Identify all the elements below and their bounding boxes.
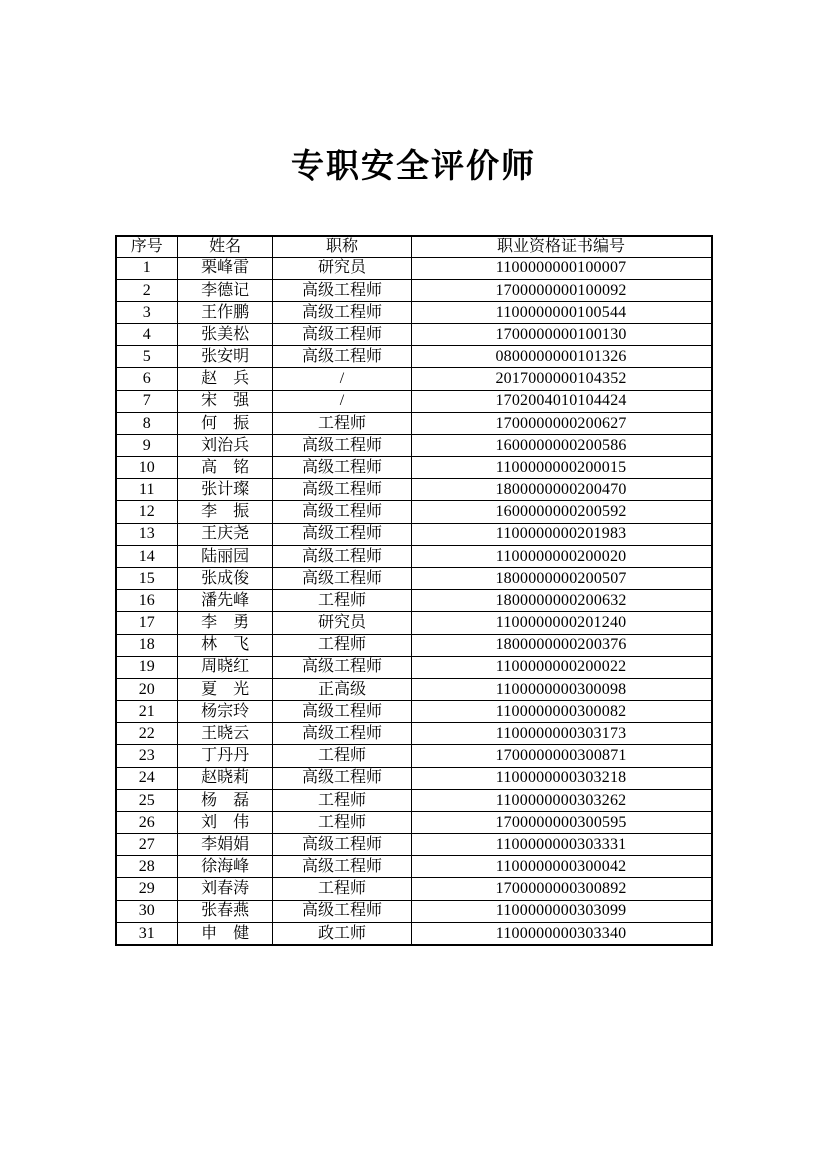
cell-no: 30 bbox=[116, 900, 178, 922]
cell-cert-no: 1100000000303218 bbox=[411, 767, 711, 789]
cell-cert-no: 1702004010104424 bbox=[411, 390, 711, 412]
header-name: 姓名 bbox=[177, 236, 272, 257]
cell-cert-no: 1700000000100092 bbox=[411, 279, 711, 301]
table-row bbox=[116, 479, 712, 501]
cell-job-title: 研究员 bbox=[273, 257, 411, 279]
cell-name: 申 健 bbox=[177, 922, 272, 945]
cell-no: 1 bbox=[116, 257, 178, 279]
cell-name: 何 振 bbox=[177, 412, 272, 434]
cell-name: 王晓云 bbox=[177, 723, 272, 745]
cell-cert-no: 1700000000300871 bbox=[411, 745, 711, 767]
header-job-title: 职称 bbox=[273, 236, 411, 257]
cell-cert-no: 1100000000200015 bbox=[411, 457, 711, 479]
cell-name: 李娟娟 bbox=[177, 834, 272, 856]
cell-name: 高 铭 bbox=[177, 457, 272, 479]
table-row bbox=[116, 368, 712, 390]
cell-job-title: 工程师 bbox=[273, 745, 411, 767]
cell-name: 张安明 bbox=[177, 346, 272, 368]
table-row bbox=[116, 767, 712, 789]
table-row bbox=[116, 900, 712, 922]
table-row bbox=[116, 745, 712, 767]
cell-name: 潘先峰 bbox=[177, 590, 272, 612]
cell-cert-no: 1100000000300082 bbox=[411, 701, 711, 723]
cell-name: 李 振 bbox=[177, 501, 272, 523]
table-body bbox=[116, 257, 712, 945]
table-row bbox=[116, 568, 712, 590]
cell-no: 27 bbox=[116, 834, 178, 856]
cell-no: 2 bbox=[116, 279, 178, 301]
cell-cert-no: 1100000000303340 bbox=[411, 922, 711, 945]
cell-no: 13 bbox=[116, 523, 178, 545]
cell-no: 12 bbox=[116, 501, 178, 523]
table-row bbox=[116, 656, 712, 678]
cell-cert-no: 1100000000201983 bbox=[411, 523, 711, 545]
cell-job-title: 高级工程师 bbox=[273, 457, 411, 479]
cell-name: 王庆尧 bbox=[177, 523, 272, 545]
cell-cert-no: 1100000000200022 bbox=[411, 656, 711, 678]
cell-name: 李德记 bbox=[177, 279, 272, 301]
cell-no: 28 bbox=[116, 856, 178, 878]
cell-no: 17 bbox=[116, 612, 178, 634]
cell-cert-no: 1600000000200586 bbox=[411, 434, 711, 456]
cell-no: 19 bbox=[116, 656, 178, 678]
cell-job-title: 工程师 bbox=[273, 811, 411, 833]
cell-cert-no: 1100000000300042 bbox=[411, 856, 711, 878]
cell-cert-no: 0800000000101326 bbox=[411, 346, 711, 368]
cell-name: 宋 强 bbox=[177, 390, 272, 412]
table-row bbox=[116, 434, 712, 456]
cell-job-title: / bbox=[273, 390, 411, 412]
cell-name: 刘春涛 bbox=[177, 878, 272, 900]
table-row bbox=[116, 390, 712, 412]
cell-job-title: 高级工程师 bbox=[273, 346, 411, 368]
cell-no: 15 bbox=[116, 568, 178, 590]
cell-cert-no: 1100000000201240 bbox=[411, 612, 711, 634]
cell-no: 16 bbox=[116, 590, 178, 612]
cell-job-title: 高级工程师 bbox=[273, 656, 411, 678]
cell-cert-no: 1800000000200632 bbox=[411, 590, 711, 612]
cell-cert-no: 2017000000104352 bbox=[411, 368, 711, 390]
cell-job-title: 高级工程师 bbox=[273, 568, 411, 590]
cell-cert-no: 1700000000300892 bbox=[411, 878, 711, 900]
cell-job-title: 高级工程师 bbox=[273, 501, 411, 523]
cell-name: 丁丹丹 bbox=[177, 745, 272, 767]
cell-name: 王作鹏 bbox=[177, 301, 272, 323]
cell-job-title: 高级工程师 bbox=[273, 434, 411, 456]
cell-name: 陆丽园 bbox=[177, 545, 272, 567]
cell-name: 夏 光 bbox=[177, 678, 272, 700]
table-row bbox=[116, 457, 712, 479]
cell-name: 杨宗玲 bbox=[177, 701, 272, 723]
cell-job-title: 高级工程师 bbox=[273, 856, 411, 878]
cell-no: 6 bbox=[116, 368, 178, 390]
table-row bbox=[116, 523, 712, 545]
cell-cert-no: 1700000000100130 bbox=[411, 324, 711, 346]
cell-cert-no: 1700000000200627 bbox=[411, 412, 711, 434]
cell-cert-no: 1600000000200592 bbox=[411, 501, 711, 523]
cell-no: 7 bbox=[116, 390, 178, 412]
cell-name: 赵晓莉 bbox=[177, 767, 272, 789]
cell-job-title: 高级工程师 bbox=[273, 479, 411, 501]
header-cert-no: 职业资格证书编号 bbox=[411, 236, 711, 257]
cell-no: 23 bbox=[116, 745, 178, 767]
cell-name: 刘治兵 bbox=[177, 434, 272, 456]
cell-cert-no: 1100000000303173 bbox=[411, 723, 711, 745]
cell-no: 18 bbox=[116, 634, 178, 656]
cell-no: 8 bbox=[116, 412, 178, 434]
cell-name: 张计璨 bbox=[177, 479, 272, 501]
cell-no: 25 bbox=[116, 789, 178, 811]
table-row bbox=[116, 789, 712, 811]
cell-no: 26 bbox=[116, 811, 178, 833]
cell-cert-no: 1100000000303331 bbox=[411, 834, 711, 856]
cell-cert-no: 1100000000100007 bbox=[411, 257, 711, 279]
table-row bbox=[116, 324, 712, 346]
table-row bbox=[116, 701, 712, 723]
cell-job-title: 工程师 bbox=[273, 590, 411, 612]
cell-cert-no: 1100000000200020 bbox=[411, 545, 711, 567]
cell-no: 21 bbox=[116, 701, 178, 723]
cell-name: 张春燕 bbox=[177, 900, 272, 922]
cell-name: 杨 磊 bbox=[177, 789, 272, 811]
table-header-row bbox=[116, 236, 712, 257]
cell-job-title: 工程师 bbox=[273, 878, 411, 900]
cell-cert-no: 1100000000100544 bbox=[411, 301, 711, 323]
cell-cert-no: 1100000000300098 bbox=[411, 678, 711, 700]
cell-no: 10 bbox=[116, 457, 178, 479]
page-title: 专职安全评价师 bbox=[291, 149, 536, 185]
cell-job-title: 工程师 bbox=[273, 789, 411, 811]
cell-cert-no: 1100000000303099 bbox=[411, 900, 711, 922]
cell-cert-no: 1700000000300595 bbox=[411, 811, 711, 833]
cell-no: 11 bbox=[116, 479, 178, 501]
cell-job-title: 政工师 bbox=[273, 922, 411, 945]
cell-name: 林 飞 bbox=[177, 634, 272, 656]
cell-name: 徐海峰 bbox=[177, 856, 272, 878]
cell-no: 31 bbox=[116, 922, 178, 945]
cell-no: 20 bbox=[116, 678, 178, 700]
cell-no: 24 bbox=[116, 767, 178, 789]
header-no: 序号 bbox=[116, 236, 178, 257]
roster-table bbox=[115, 235, 713, 946]
table-row bbox=[116, 811, 712, 833]
table-row bbox=[116, 723, 712, 745]
table-row bbox=[116, 878, 712, 900]
cell-job-title: 正高级 bbox=[273, 678, 411, 700]
cell-job-title: 高级工程师 bbox=[273, 523, 411, 545]
cell-job-title: 高级工程师 bbox=[273, 701, 411, 723]
cell-no: 9 bbox=[116, 434, 178, 456]
cell-name: 刘 伟 bbox=[177, 811, 272, 833]
cell-cert-no: 1800000000200507 bbox=[411, 568, 711, 590]
cell-no: 22 bbox=[116, 723, 178, 745]
cell-job-title: 工程师 bbox=[273, 412, 411, 434]
table-row bbox=[116, 301, 712, 323]
cell-job-title: 工程师 bbox=[273, 634, 411, 656]
cell-name: 张成俊 bbox=[177, 568, 272, 590]
cell-name: 赵 兵 bbox=[177, 368, 272, 390]
table-row bbox=[116, 279, 712, 301]
cell-job-title: 高级工程师 bbox=[273, 301, 411, 323]
table-row bbox=[116, 634, 712, 656]
cell-name: 栗峰雷 bbox=[177, 257, 272, 279]
table-row bbox=[116, 678, 712, 700]
cell-cert-no: 1100000000303262 bbox=[411, 789, 711, 811]
cell-job-title: 研究员 bbox=[273, 612, 411, 634]
table-row bbox=[116, 856, 712, 878]
table-row bbox=[116, 590, 712, 612]
cell-job-title: 高级工程师 bbox=[273, 723, 411, 745]
table-row bbox=[116, 501, 712, 523]
cell-no: 3 bbox=[116, 301, 178, 323]
table-row bbox=[116, 922, 712, 945]
cell-job-title: 高级工程师 bbox=[273, 767, 411, 789]
cell-job-title: 高级工程师 bbox=[273, 545, 411, 567]
table-row bbox=[116, 346, 712, 368]
cell-no: 29 bbox=[116, 878, 178, 900]
cell-job-title: 高级工程师 bbox=[273, 834, 411, 856]
cell-job-title: 高级工程师 bbox=[273, 900, 411, 922]
table-row bbox=[116, 612, 712, 634]
cell-no: 14 bbox=[116, 545, 178, 567]
cell-name: 李 勇 bbox=[177, 612, 272, 634]
cell-job-title: 高级工程师 bbox=[273, 324, 411, 346]
table-row bbox=[116, 412, 712, 434]
table-row bbox=[116, 834, 712, 856]
cell-no: 4 bbox=[116, 324, 178, 346]
cell-name: 张美松 bbox=[177, 324, 272, 346]
table-row bbox=[116, 545, 712, 567]
cell-job-title: / bbox=[273, 368, 411, 390]
cell-name: 周晓红 bbox=[177, 656, 272, 678]
cell-job-title: 高级工程师 bbox=[273, 279, 411, 301]
table-row bbox=[116, 257, 712, 279]
cell-no: 5 bbox=[116, 346, 178, 368]
cell-cert-no: 1800000000200470 bbox=[411, 479, 711, 501]
cell-cert-no: 1800000000200376 bbox=[411, 634, 711, 656]
